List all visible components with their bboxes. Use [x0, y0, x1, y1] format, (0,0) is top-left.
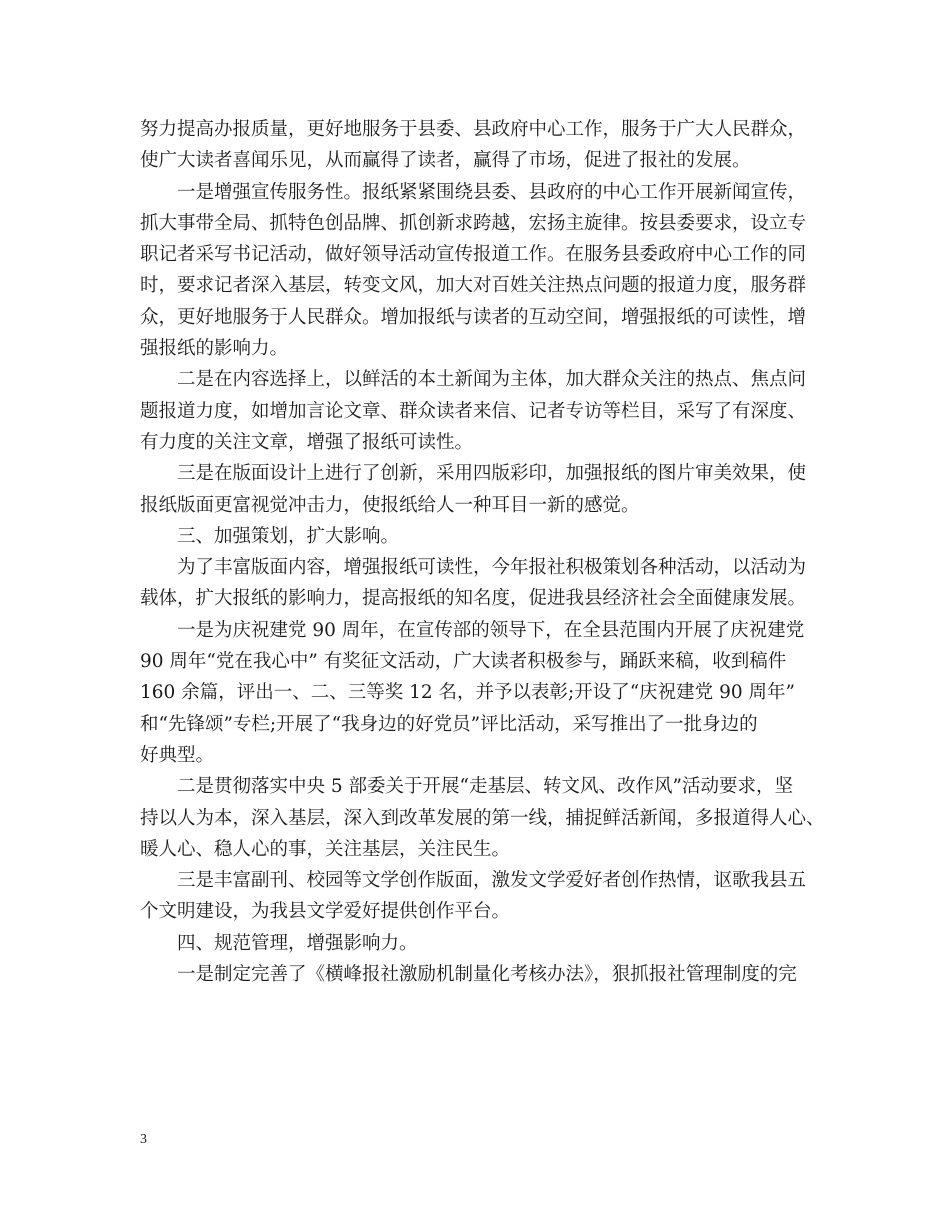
text-line: 职记者采写书记活动，做好领导活动宣传报道工作。在服务县委政府中心工作的同 [140, 244, 807, 266]
text-line: 报纸版面更富视觉冲击力，使报纸给人一种耳目一新的感觉。 [140, 494, 640, 516]
text-line: 题报道力度，如增加言论文章、群众读者来信、记者专访等栏目，采写了有深度、 [140, 400, 807, 422]
text-line: 强报纸的影响力。 [140, 338, 289, 360]
text-line: 使广大读者喜闻乐见，从而赢得了读者，赢得了市场，促进了报社的发展。 [140, 150, 751, 172]
text-line: 有力度的关注文章，增强了报纸可读性。 [140, 431, 474, 453]
text-line: 三、加强策划，扩大影响。 [140, 525, 400, 547]
text-line: 和“先锋颂”专栏;开展了“我身边的好党员”评比活动，采写推出了一批身边的 [140, 713, 758, 735]
text-line: 一是制定完善了《横峰报社激励机制量化考核办法》，狠抓报社管理制度的完 [140, 964, 797, 986]
text-line: 160 余篇，评出一、二、三等奖 12 名，并予以表彰;开设了“庆祝建党 90 周年” [140, 682, 795, 704]
text-line: 一是增强宣传服务性。报纸紧紧围绕县委、县政府的中心工作开展新闻宣传， [140, 181, 807, 203]
text-line: 持以人为本，深入基层，深入到改革发展的第一线，捕捉鲜活新闻，多报道得人心、 [140, 807, 825, 829]
text-line: 90 周年“党在我心中” 有奖征文活动，广大读者积极参与，踊跃来稿，收到稿件 [140, 651, 787, 673]
page-number: 3 [140, 1132, 147, 1147]
text-line: 抓大事带全局、抓特色创品牌、抓创新求跨越，宏扬主旋律。按县委要求，设立专 [140, 212, 807, 234]
text-line: 好典型。 [140, 744, 215, 766]
text-line: 二是贯彻落实中央 5 部委关于开展“走基层、转文风、改作风”活动要求，坚 [140, 776, 793, 798]
text-line: 一是为庆祝建党 90 周年，在宣传部的领导下，在全县范围内开展了庆祝建党 [140, 619, 805, 641]
document-body [140, 114, 830, 990]
text-line: 时，要求记者深入基层，转变文风，加大对百姓关注热点问题的报道力度，服务群 [140, 275, 807, 297]
text-line: 为了丰富版面内容，增强报纸可读性，今年报社积极策划各种活动，以活动为 [140, 557, 807, 579]
text-line: 努力提高办报质量，更好地服务于县委、县政府中心工作，服务于广大人民群众， [140, 119, 807, 140]
text-line: 众，更好地服务于人民群众。增加报纸与读者的互动空间，增强报纸的可读性，增 [140, 306, 807, 328]
text-line: 暖人心、稳人心的事，关注基层，关注民生。 [140, 838, 511, 860]
text-line: 三是丰富副刊、校园等文学创作版面，激发文学爱好者创作热情，讴歌我县五 [140, 870, 807, 892]
text-line: 四、规范管理，增强影响力。 [140, 932, 418, 954]
text-line: 三是在版面设计上进行了创新，采用四版彩印，加强报纸的图片审美效果，使 [140, 463, 807, 485]
text-line: 二是在内容选择上，以鲜活的本土新闻为主体，加大群众关注的热点、焦点问 [140, 369, 807, 391]
text-line: 载体，扩大报纸的影响力，提高报纸的知名度，促进我县经济社会全面健康发展。 [140, 588, 807, 610]
text-line: 个文明建设，为我县文学爱好提供创作平台。 [140, 901, 511, 923]
